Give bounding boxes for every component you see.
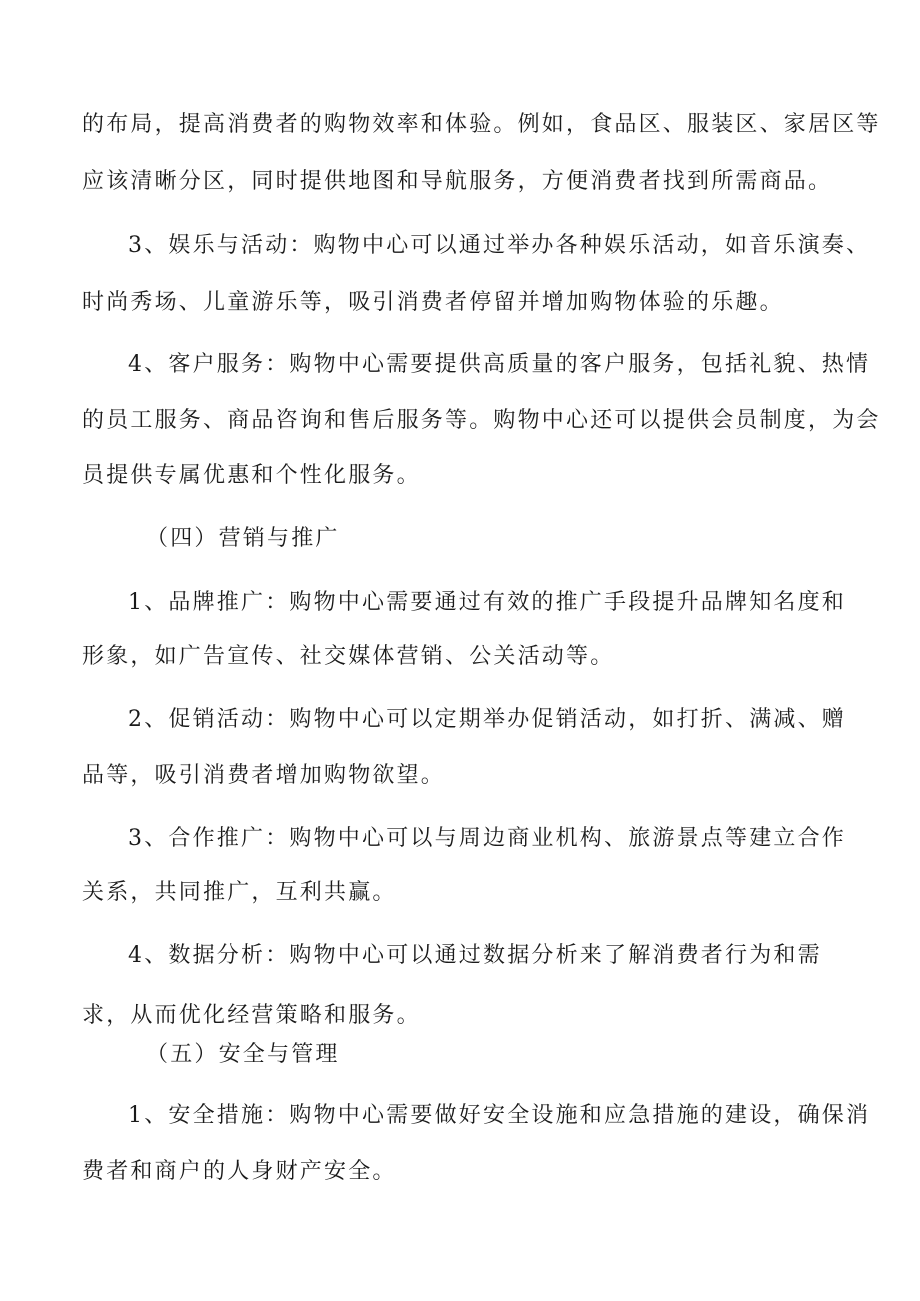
list-item-customer-service-cont-1: 的员工服务、商品咨询和售后服务等。购物中心还可以提供会员制度，为会 — [82, 408, 881, 433]
list-item-entertainment: 3、娱乐与活动：购物中心可以通过举办各种娱乐活动，如音乐演奏、 — [128, 233, 871, 258]
list-item-safety-measures: 1、安全措施：购物中心需要做好安全设施和应急措施的建设，确保消 — [128, 1103, 871, 1128]
list-item-safety-measures-cont: 费者和商户的人身财产安全。 — [82, 1159, 397, 1184]
list-item-customer-service: 4、客户服务：购物中心需要提供高质量的客户服务，包括礼貌、热情 — [128, 352, 871, 377]
list-item-brand-promotion-cont: 形象，如广告宣传、社交媒体营销、公关活动等。 — [82, 644, 615, 669]
section-heading-marketing: （四）营销与推广 — [146, 526, 340, 551]
list-item-customer-service-cont-2: 员提供专属优惠和个性化服务。 — [82, 463, 421, 488]
list-item-cooperation-cont: 关系，共同推广，互利共赢。 — [82, 880, 397, 905]
paragraph-line-1: 的布局，提高消费者的购物效率和体验。例如，食品区、服装区、家居区等 — [82, 112, 881, 137]
section-heading-safety: （五）安全与管理 — [146, 1042, 340, 1067]
list-item-promotions-cont: 品等，吸引消费者增加购物欲望。 — [82, 763, 446, 788]
list-item-brand-promotion: 1、品牌推广：购物中心需要通过有效的推广手段提升品牌知名度和 — [128, 590, 846, 615]
list-item-entertainment-cont: 时尚秀场、儿童游乐等，吸引消费者停留并增加购物体验的乐趣。 — [82, 290, 784, 315]
list-item-data-analysis-cont: 求，从而优化经营策略和服务。 — [82, 1003, 421, 1028]
list-item-cooperation: 3、合作推广：购物中心可以与周边商业机构、旅游景点等建立合作 — [128, 826, 846, 851]
list-item-data-analysis: 4、数据分析：购物中心可以通过数据分析来了解消费者行为和需 — [128, 943, 822, 968]
list-item-promotions: 2、促销活动：购物中心可以定期举办促销活动，如打折、满减、赠 — [128, 707, 846, 732]
paragraph-line-2: 应该清晰分区，同时提供地图和导航服务，方便消费者找到所需商品。 — [82, 169, 833, 194]
